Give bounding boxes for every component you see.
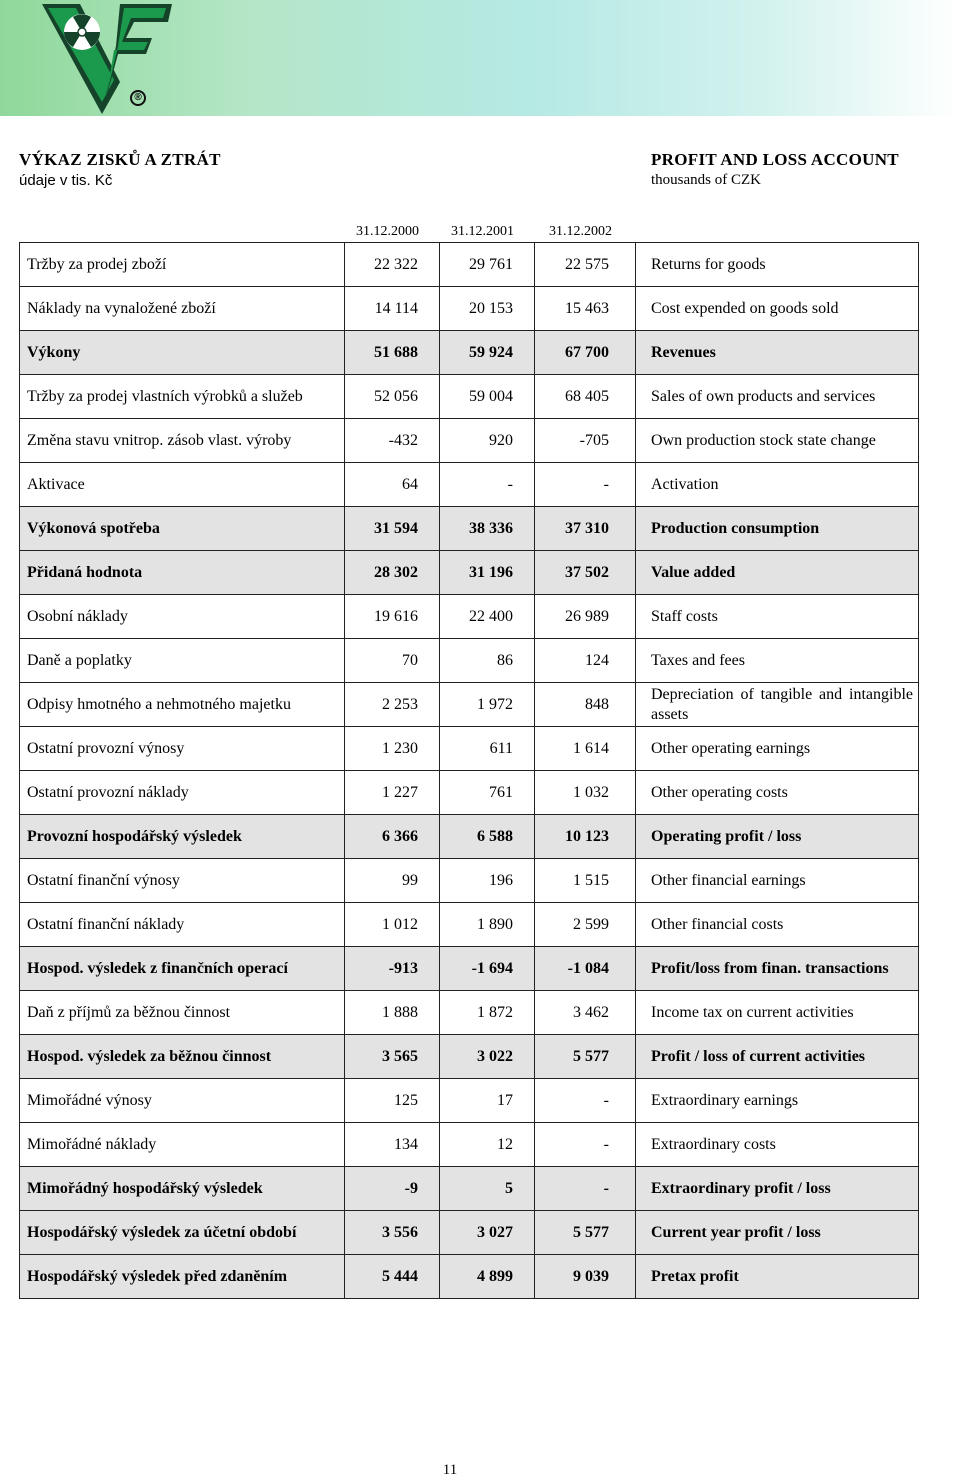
- value-2000: 31 594: [345, 507, 440, 551]
- value-2002: 9 039: [535, 1255, 636, 1299]
- row-label-en: Pretax profit: [636, 1255, 919, 1299]
- title-cz: VÝKAZ ZISKŮ A ZTRÁT: [19, 150, 221, 169]
- value-2000: 3 556: [345, 1211, 440, 1255]
- table-row: [20, 1255, 919, 1299]
- row-label-cz: Hospod. výsledek za běžnou činnost: [20, 1035, 345, 1079]
- value-2002: 1 515: [535, 859, 636, 903]
- registered-mark: ®: [130, 90, 146, 106]
- value-2001: 31 196: [440, 551, 535, 595]
- value-2001: 59 924: [440, 331, 535, 375]
- value-2000: 22 322: [345, 243, 440, 287]
- value-2000: 70: [345, 639, 440, 683]
- value-2000: 3 565: [345, 1035, 440, 1079]
- header-cz: [19, 150, 221, 189]
- table-row: [20, 903, 919, 947]
- table-row: [20, 463, 919, 507]
- value-2000: 5 444: [345, 1255, 440, 1299]
- row-label-cz: Tržby za prodej vlastních výrobků a služeb: [20, 375, 345, 419]
- table-row: [20, 727, 919, 771]
- value-2002: -1 084: [535, 947, 636, 991]
- table-row: [20, 287, 919, 331]
- value-2002: 15 463: [535, 287, 636, 331]
- value-2002: 37 310: [535, 507, 636, 551]
- row-label-cz: Ostatní finanční výnosy: [20, 859, 345, 903]
- table-row: [20, 859, 919, 903]
- header-banner: [0, 0, 960, 116]
- value-2000: 1 227: [345, 771, 440, 815]
- table-row: [20, 375, 919, 419]
- row-label-en: Returns for goods: [636, 243, 919, 287]
- value-2001: 12: [440, 1123, 535, 1167]
- value-2002: 26 989: [535, 595, 636, 639]
- subtitle-cz: údaje v tis. Kč: [19, 172, 113, 189]
- row-label-cz: Výkonová spotřeba: [20, 507, 345, 551]
- table-row: [20, 1079, 919, 1123]
- row-label-cz: Náklady na vynaložené zboží: [20, 287, 345, 331]
- value-2001: 196: [440, 859, 535, 903]
- row-label-en: Own production stock state change: [636, 419, 919, 463]
- row-label-en: Profit / loss of current activities: [636, 1035, 919, 1079]
- value-2002: 1 614: [535, 727, 636, 771]
- value-2002: 3 462: [535, 991, 636, 1035]
- value-2001: 3 022: [440, 1035, 535, 1079]
- value-2002: -: [535, 1079, 636, 1123]
- value-2002: 10 123: [535, 815, 636, 859]
- row-label-en: Current year profit / loss: [636, 1211, 919, 1255]
- row-label-en: Extraordinary costs: [636, 1123, 919, 1167]
- company-logo: [42, 2, 172, 116]
- row-label-en: Staff costs: [636, 595, 919, 639]
- year-2000: 31.12.2000: [356, 224, 419, 239]
- value-2000: 52 056: [345, 375, 440, 419]
- value-2001: 22 400: [440, 595, 535, 639]
- value-2001: 3 027: [440, 1211, 535, 1255]
- value-2002: 22 575: [535, 243, 636, 287]
- value-2000: 2 253: [345, 683, 440, 727]
- row-label-cz: Ostatní finanční náklady: [20, 903, 345, 947]
- value-2000: -432: [345, 419, 440, 463]
- value-2000: 14 114: [345, 287, 440, 331]
- value-2002: -705: [535, 419, 636, 463]
- value-2000: 1 888: [345, 991, 440, 1035]
- value-2000: 1 230: [345, 727, 440, 771]
- value-2002: -: [535, 463, 636, 507]
- year-headers: [0, 224, 960, 242]
- year-2002: 31.12.2002: [549, 224, 612, 239]
- value-2001: 761: [440, 771, 535, 815]
- value-2001: 4 899: [440, 1255, 535, 1299]
- value-2002: 848: [535, 683, 636, 727]
- row-label-cz: Odpisy hmotného a nehmotného majetku: [20, 683, 345, 727]
- value-2001: 1 972: [440, 683, 535, 727]
- row-label-en: Other operating costs: [636, 771, 919, 815]
- value-2001: 6 588: [440, 815, 535, 859]
- value-2000: 51 688: [345, 331, 440, 375]
- title-en: PROFIT AND LOSS ACCOUNT: [651, 150, 899, 169]
- value-2001: 1 872: [440, 991, 535, 1035]
- value-2000: 99: [345, 859, 440, 903]
- value-2000: 28 302: [345, 551, 440, 595]
- row-label-en: Depreciation of tangible and intangible assets: [636, 683, 919, 727]
- value-2001: -1 694: [440, 947, 535, 991]
- row-label-en: Value added: [636, 551, 919, 595]
- row-label-en: Extraordinary earnings: [636, 1079, 919, 1123]
- table-row: [20, 1211, 919, 1255]
- value-2002: -: [535, 1167, 636, 1211]
- row-label-en: Other operating earnings: [636, 727, 919, 771]
- row-label-cz: Přidaná hodnota: [20, 551, 345, 595]
- value-2002: 124: [535, 639, 636, 683]
- row-label-en: Revenues: [636, 331, 919, 375]
- row-label-en: Other financial costs: [636, 903, 919, 947]
- value-2002: 2 599: [535, 903, 636, 947]
- value-2000: -9: [345, 1167, 440, 1211]
- row-label-cz: Daně a poplatky: [20, 639, 345, 683]
- row-label-cz: Výkony: [20, 331, 345, 375]
- row-label-cz: Mimořádný hospodářský výsledek: [20, 1167, 345, 1211]
- value-2002: 68 405: [535, 375, 636, 419]
- page-number: 11: [442, 1462, 458, 1478]
- table-row: [20, 507, 919, 551]
- profit-loss-table: [19, 242, 919, 1299]
- value-2001: 920: [440, 419, 535, 463]
- row-label-cz: Hospodářský výsledek za účetní období: [20, 1211, 345, 1255]
- row-label-cz: Mimořádné náklady: [20, 1123, 345, 1167]
- row-label-cz: Provozní hospodářský výsledek: [20, 815, 345, 859]
- table-row: [20, 331, 919, 375]
- value-2002: -: [535, 1123, 636, 1167]
- value-2002: 5 577: [535, 1211, 636, 1255]
- table-row: [20, 639, 919, 683]
- row-label-en: Activation: [636, 463, 919, 507]
- row-label-en: Income tax on current activities: [636, 991, 919, 1035]
- value-2002: 1 032: [535, 771, 636, 815]
- row-label-cz: Mimořádné výnosy: [20, 1079, 345, 1123]
- row-label-en: Other financial earnings: [636, 859, 919, 903]
- table-row: [20, 815, 919, 859]
- row-label-cz: Ostatní provozní výnosy: [20, 727, 345, 771]
- row-label-cz: Daň z příjmů za běžnou činnost: [20, 991, 345, 1035]
- table-row: [20, 243, 919, 287]
- row-label-en: Operating profit / loss: [636, 815, 919, 859]
- table-row: [20, 1035, 919, 1079]
- value-2002: 5 577: [535, 1035, 636, 1079]
- value-2000: 1 012: [345, 903, 440, 947]
- row-label-cz: Tržby za prodej zboží: [20, 243, 345, 287]
- header-en: [651, 150, 899, 189]
- value-2000: 64: [345, 463, 440, 507]
- table-row: [20, 1123, 919, 1167]
- row-label-cz: Hospod. výsledek z finančních operací: [20, 947, 345, 991]
- value-2001: -: [440, 463, 535, 507]
- row-label-cz: Aktivace: [20, 463, 345, 507]
- value-2001: 86: [440, 639, 535, 683]
- table-row: [20, 1167, 919, 1211]
- table-row: [20, 595, 919, 639]
- table-row: [20, 419, 919, 463]
- row-label-cz: Ostatní provozní náklady: [20, 771, 345, 815]
- value-2000: 125: [345, 1079, 440, 1123]
- value-2000: 6 366: [345, 815, 440, 859]
- value-2001: 38 336: [440, 507, 535, 551]
- value-2001: 20 153: [440, 287, 535, 331]
- subtitle-en: thousands of CZK: [651, 172, 761, 188]
- table-row: [20, 771, 919, 815]
- row-label-en: Cost expended on goods sold: [636, 287, 919, 331]
- value-2001: 59 004: [440, 375, 535, 419]
- table-row: [20, 683, 919, 727]
- value-2001: 17: [440, 1079, 535, 1123]
- row-label-en: Taxes and fees: [636, 639, 919, 683]
- value-2002: 67 700: [535, 331, 636, 375]
- row-label-en: Production consumption: [636, 507, 919, 551]
- value-2002: 37 502: [535, 551, 636, 595]
- row-label-cz: Změna stavu vnitrop. zásob vlast. výroby: [20, 419, 345, 463]
- table-row: [20, 551, 919, 595]
- row-label-en: Profit/loss from finan. transactions: [636, 947, 919, 991]
- value-2000: -913: [345, 947, 440, 991]
- table-row: [20, 991, 919, 1035]
- value-2001: 29 761: [440, 243, 535, 287]
- row-label-cz: Hospodářský výsledek před zdaněním: [20, 1255, 345, 1299]
- year-2001: 31.12.2001: [451, 224, 514, 239]
- value-2000: 134: [345, 1123, 440, 1167]
- value-2001: 5: [440, 1167, 535, 1211]
- value-2001: 611: [440, 727, 535, 771]
- table-row: [20, 947, 919, 991]
- row-label-en: Extraordinary profit / loss: [636, 1167, 919, 1211]
- row-label-en: Sales of own products and services: [636, 375, 919, 419]
- value-2000: 19 616: [345, 595, 440, 639]
- row-label-cz: Osobní náklady: [20, 595, 345, 639]
- value-2001: 1 890: [440, 903, 535, 947]
